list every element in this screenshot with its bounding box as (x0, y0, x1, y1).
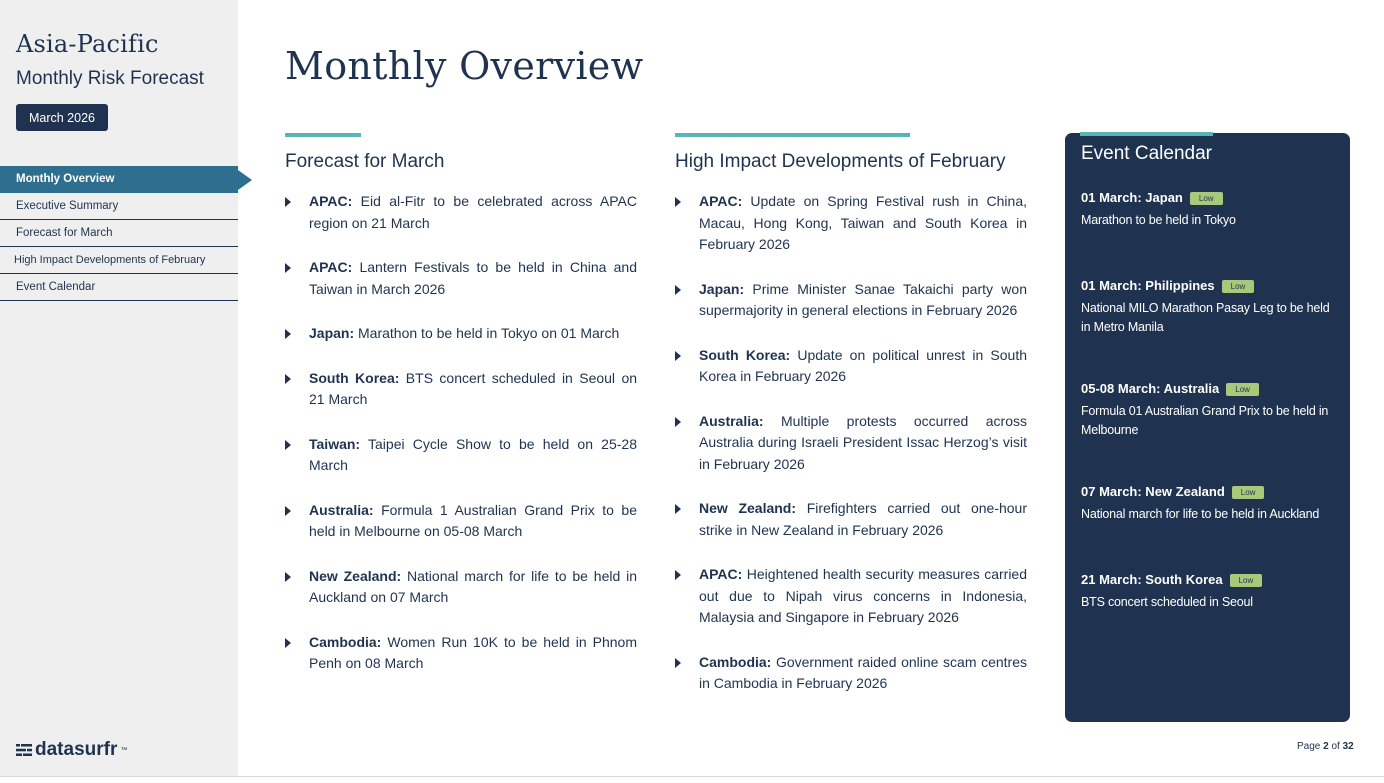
event-calendar-panel (1065, 133, 1350, 722)
event-date: 21 March: South Korea (1081, 571, 1223, 587)
calendar-accent-bar (1080, 132, 1213, 136)
forecast-column (285, 133, 637, 698)
list-item: New Zealand: National march for life to be held in Auckland on 07 March (285, 566, 637, 609)
logo-text: datasurfr (35, 739, 118, 760)
period-badge: March 2026 (16, 104, 108, 131)
sidebar-nav (0, 166, 238, 301)
event-date: 01 March: Japan (1081, 189, 1183, 205)
developments-heading: High Impact Developments of February (675, 151, 1006, 172)
calendar-heading: Event Calendar (1081, 143, 1212, 164)
forecast-heading: Forecast for March (285, 151, 445, 172)
calendar-event (1081, 277, 1336, 337)
event-text: National MILO Marathon Pasay Leg to be held in Metro Manila (1081, 301, 1330, 334)
region-title: Asia-Pacific (16, 30, 159, 58)
developments-accent-bar (675, 133, 910, 137)
logo-mark-icon (16, 742, 32, 758)
nav-item-executive-summary[interactable]: Executive Summary (0, 193, 238, 220)
calendar-event (1081, 571, 1336, 612)
nav-item-forecast-for-march[interactable]: Forecast for March (0, 220, 238, 247)
datasurfr-logo (16, 739, 127, 761)
forecast-accent-bar (285, 133, 361, 137)
calendar-event (1081, 483, 1336, 524)
list-item: Cambodia: Women Run 10K to be held in Phnom Penh on 08 March (285, 632, 637, 675)
nav-item-monthly-overview[interactable]: Monthly Overview (0, 166, 238, 193)
page-number: Page 2 of 32 (1297, 741, 1354, 752)
list-item: APAC: Heightened health security measures carried out due to Nipah virus concerns in Indonesia, Malaysia and Singapore in February 2026 (675, 564, 1027, 629)
risk-badge: Low (1190, 192, 1223, 205)
event-text: National march for life to be held in Auckland (1081, 507, 1320, 521)
list-item: APAC: Eid al-Fitr to be celebrated across APAC region on 21 March (285, 191, 637, 234)
list-item: Australia: Multiple protests occurred across Australia during Israeli President Issac Herzog’s visit in February 2026 (675, 411, 1027, 476)
forecast-list (285, 191, 637, 675)
list-item: South Korea: BTS concert scheduled in Seoul on 21 March (285, 368, 637, 411)
list-item: APAC: Update on Spring Festival rush in China, Macau, Hong Kong, Taiwan and South Korea in February 2026 (675, 191, 1027, 256)
calendar-event (1081, 189, 1336, 230)
developments-list (675, 191, 1027, 695)
nav-item-high-impact-developments[interactable]: High Impact Developments of February (0, 247, 238, 274)
logo-trademark: ™ (120, 746, 128, 754)
page-title: Monthly Overview (285, 44, 644, 88)
event-date: 01 March: Philippines (1081, 277, 1215, 293)
list-item: Cambodia: Government raided online scam centres in Cambodia in February 2026 (675, 652, 1027, 695)
list-item: South Korea: Update on political unrest in South Korea in February 2026 (675, 345, 1027, 388)
event-date: 07 March: New Zealand (1081, 483, 1225, 499)
list-item: APAC: Lantern Festivals to be held in China and Taiwan in March 2026 (285, 257, 637, 300)
risk-badge: Low (1226, 383, 1259, 396)
list-item: Taiwan: Taipei Cycle Show to be held on 25-28 March (285, 434, 637, 477)
report-title: Monthly Risk Forecast (16, 68, 204, 89)
risk-badge: Low (1230, 574, 1263, 587)
event-text: Marathon to be held in Tokyo (1081, 213, 1236, 227)
list-item: Australia: Formula 1 Australian Grand Prix to be held in Melbourne on 05-08 March (285, 500, 637, 543)
risk-badge: Low (1222, 280, 1255, 293)
event-date: 05-08 March: Australia (1081, 380, 1220, 396)
sidebar (0, 0, 238, 776)
calendar-event (1081, 380, 1336, 440)
developments-column (675, 133, 1027, 718)
risk-badge: Low (1232, 486, 1265, 499)
event-text: Formula 01 Australian Grand Prix to be held in Melbourne (1081, 404, 1329, 437)
bottom-divider (0, 776, 1384, 777)
event-text: BTS concert scheduled in Seoul (1081, 595, 1253, 609)
list-item: New Zealand: Firefighters carried out one-hour strike in New Zealand in February 2026 (675, 498, 1027, 541)
nav-item-event-calendar[interactable]: Event Calendar (0, 274, 238, 301)
list-item: Japan: Prime Minister Sanae Takaichi party won supermajority in general elections in February 2026 (675, 279, 1027, 322)
list-item: Japan: Marathon to be held in Tokyo on 01 March (285, 323, 637, 345)
